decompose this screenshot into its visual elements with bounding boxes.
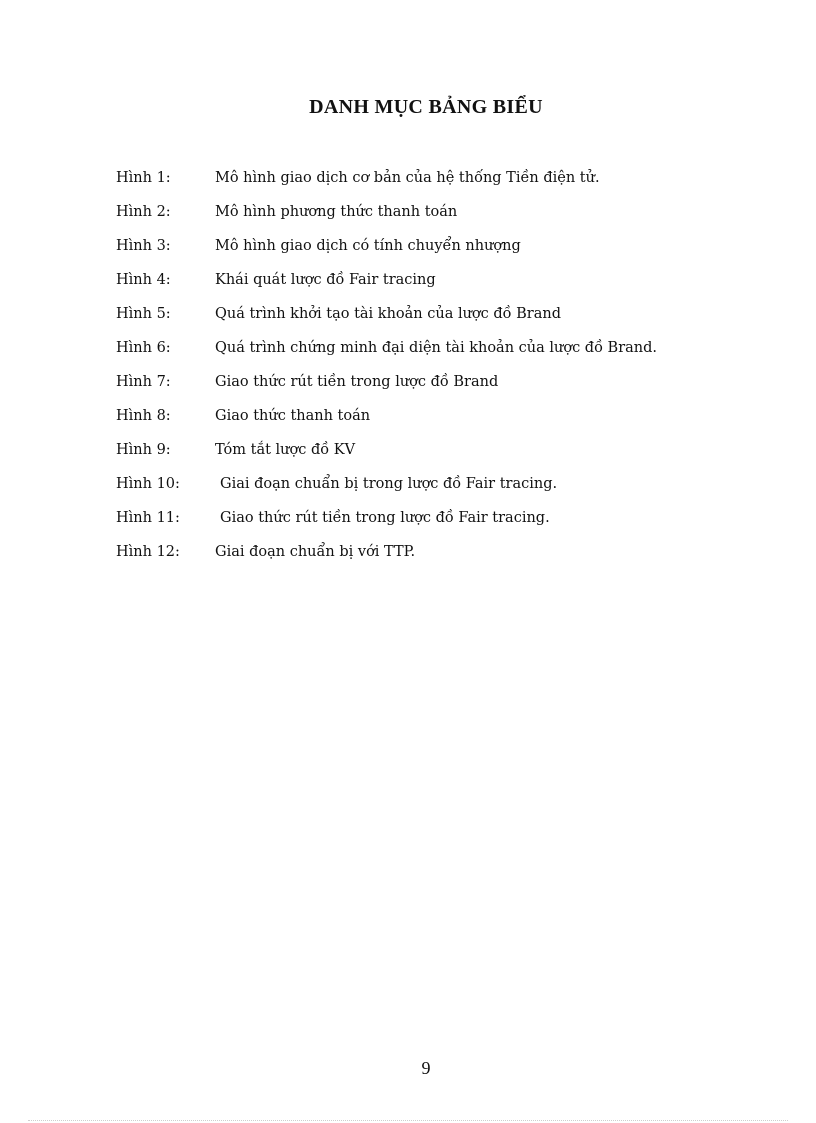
figure-label: Hình 4: — [116, 272, 171, 288]
figure-label: Hình 2: — [116, 204, 171, 220]
figure-entry — [116, 167, 756, 201]
figure-label: Hình 7: — [116, 374, 171, 390]
figure-entry — [116, 269, 756, 303]
figure-label: Hình 3: — [116, 238, 171, 254]
figure-label: Hình 9: — [116, 442, 171, 458]
figure-label: Hình 11: — [116, 510, 180, 526]
figure-caption: Mô hình phương thức thanh toán — [215, 204, 458, 220]
figure-caption: Quá trình khởi tạo tài khoản của lược đồ Brand — [215, 306, 562, 322]
figure-label: Hình 12: — [116, 544, 180, 560]
figure-label: Hình 8: — [116, 408, 171, 424]
page-title: DANH MỤC BẢNG BIỂU — [309, 96, 543, 118]
figure-entry — [116, 473, 756, 507]
figure-entry — [116, 541, 756, 575]
figure-caption: Giao thức rút tiền trong lược đồ Fair tracing. — [220, 510, 550, 526]
figure-entry — [116, 405, 756, 439]
figure-entry — [116, 201, 756, 235]
page-bottom-divider — [28, 1120, 788, 1121]
figure-caption: Quá trình chứng minh đại diện tài khoản của lược đồ Brand. — [215, 340, 658, 356]
page-number: 9 — [421, 1058, 431, 1078]
figure-label: Hình 5: — [116, 306, 171, 322]
figure-caption: Mô hình giao dịch có tính chuyển nhượng — [215, 238, 521, 254]
figure-label: Hình 1: — [116, 170, 171, 186]
figure-caption: Tóm tắt lược đồ KV — [215, 442, 356, 458]
figure-entry — [116, 235, 756, 269]
figure-list — [116, 167, 756, 575]
figure-caption: Giao thức rút tiền trong lược đồ Brand — [215, 374, 499, 390]
figure-entry — [116, 371, 756, 405]
figure-label: Hình 10: — [116, 476, 180, 492]
figure-caption: Giao thức thanh toán — [215, 408, 371, 424]
figure-entry — [116, 507, 756, 541]
figure-entry — [116, 303, 756, 337]
figure-entry — [116, 439, 756, 473]
figure-caption: Mô hình giao dịch cơ bản của hệ thống Tiền điện tử. — [215, 170, 600, 186]
figure-label: Hình 6: — [116, 340, 171, 356]
figure-caption: Khái quát lược đồ Fair tracing — [215, 272, 436, 288]
figure-caption: Giai đoạn chuẩn bị với TTP. — [215, 544, 416, 560]
figure-caption: Giai đoạn chuẩn bị trong lược đồ Fair tracing. — [220, 476, 558, 492]
figure-entry — [116, 337, 756, 371]
